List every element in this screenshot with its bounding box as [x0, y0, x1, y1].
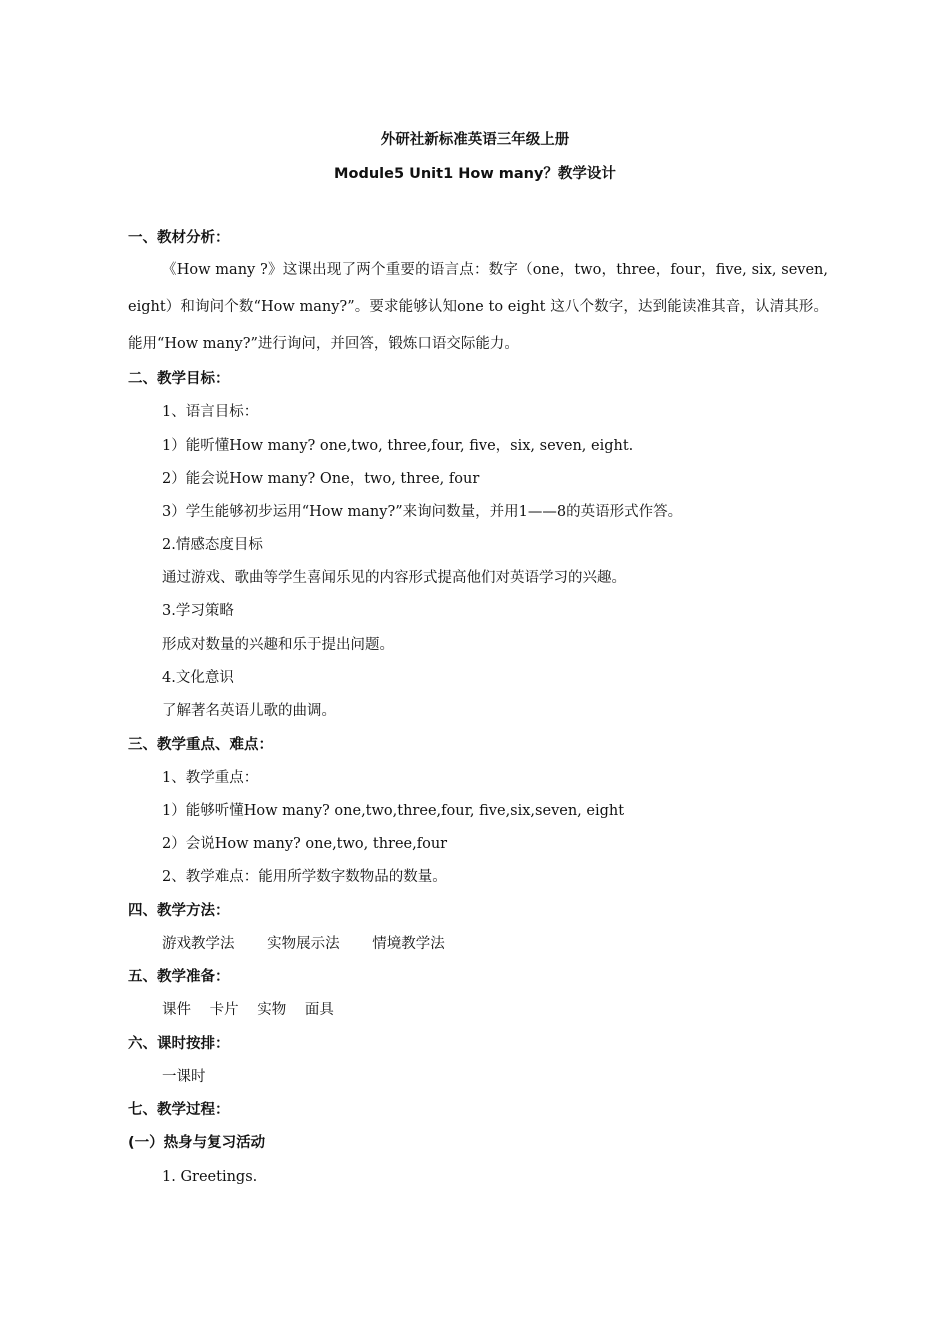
method-item: 实物展示法 — [267, 936, 340, 952]
objective-line: 1、语言目标： — [162, 404, 259, 420]
objective-line: 2.情感态度目标 — [162, 537, 263, 553]
section-heading-methods: 四、教学方法： — [128, 903, 230, 919]
process-subheading: (一）热身与复习活动 — [128, 1135, 266, 1151]
section-heading-objectives: 二、教学目标： — [128, 371, 230, 387]
doc-title: 外研社新标准英语三年级上册 — [380, 132, 570, 148]
preparation-list — [162, 1000, 348, 1020]
section-heading-keypoints: 三、教学重点、难点： — [128, 737, 273, 753]
objective-line: 通过游戏、歌曲等学生喜闻乐见的内容形式提高他们对英语学习的兴趣。 — [162, 570, 626, 586]
schedule-text: 一课时 — [162, 1069, 206, 1085]
section-heading-analysis: 一、教材分析： — [128, 230, 230, 246]
objective-line: 了解著名英语儿歌的曲调。 — [162, 703, 336, 719]
keypoint-line: 2）会说How many? one,two, three,four — [162, 836, 448, 852]
objective-line: 2）能会说How many? One，two, three, four — [162, 471, 480, 487]
objective-line: 形成对数量的兴趣和乐于提出问题。 — [162, 637, 394, 653]
analysis-paragraph: 《How many ?》这课出现了两个重要的语言点：数字（one，two，three，four，five, six, seven, eight）和询问个数“How many?”。要求能够认知one to eight 这八个数字，达到能读准其音，认清其形。能用“How many?”进行询问，并回答，锻炼口语交际能力。 — [128, 262, 828, 352]
objective-line: 3.学习策略 — [162, 603, 234, 619]
prep-item: 卡片 — [209, 1002, 239, 1018]
doc-subtitle: Module5 Unit1 How many？教学设计 — [334, 166, 616, 182]
method-item: 游戏教学法 — [162, 936, 235, 952]
objective-line: 4.文化意识 — [162, 670, 234, 686]
objective-line: 3）学生能够初步运用“How many?”来询问数量，并用1——8的英语形式作答。 — [162, 504, 683, 520]
objective-line: 1）能听懂How many? one,two, three,four, five，six, seven, eight. — [162, 438, 634, 454]
keypoint-line: 1）能够听懂How many? one,two,three,four, five,six,seven, eight — [162, 803, 625, 819]
section-heading-preparation: 五、教学准备： — [128, 969, 230, 985]
prep-item: 实物 — [257, 1002, 287, 1018]
method-item: 情境教学法 — [372, 936, 445, 952]
prep-item: 面具 — [304, 1002, 334, 1018]
keypoint-line: 1、教学重点： — [162, 770, 259, 786]
section-heading-process: 七、教学过程： — [128, 1102, 230, 1118]
methods-list — [162, 934, 473, 954]
prep-item: 课件 — [162, 1002, 191, 1018]
keypoint-line: 2、教学难点：能用所学数字数物品的数量。 — [162, 869, 447, 885]
process-step: 1. Greetings. — [162, 1169, 258, 1185]
section-heading-schedule: 六、课时按排： — [128, 1036, 230, 1052]
